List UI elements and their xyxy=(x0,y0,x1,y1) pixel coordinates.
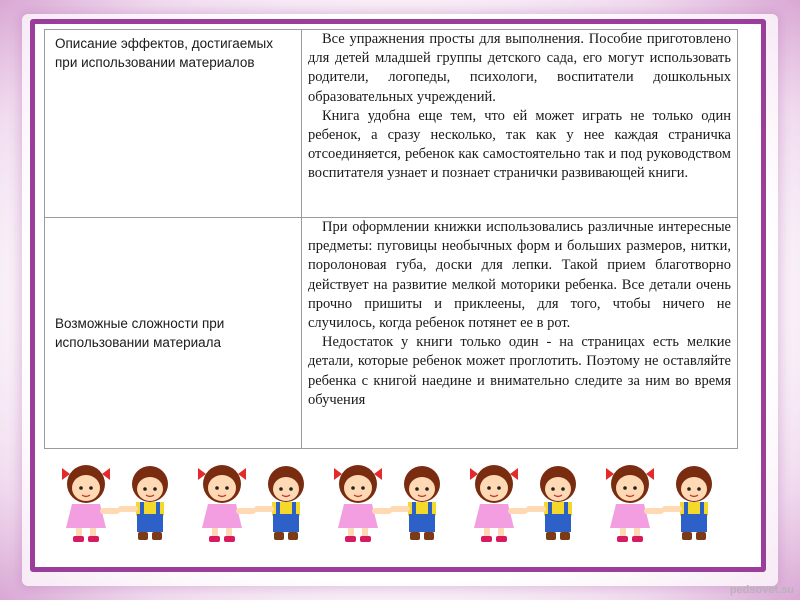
paragraph: При оформлении книжки использовались различные интересные предметы: пуговицы необычных форм и больших размеров, нитки, поролоновая губа, доски для лепки. Такой прием благотворно действует на развитие мелкой моторики ребенка. Все детали очень прочно пришиты и приклеены, для того, чтобы ничего не случилось, когда ребенок потянет ее в рот. xyxy=(308,219,731,332)
paragraph: Книга удобна еще тем, что ей может играть не только один ребенок, а сразу несколько, так как у нее каждая страничка отсоединяется, ребенок как самостоятельно так и под руководством воспитателя узнает и познает странички развивающей книги. xyxy=(308,107,731,182)
kid-pair xyxy=(198,465,304,542)
kid-pair xyxy=(62,465,168,542)
boy-figure xyxy=(662,466,712,540)
kid-pair xyxy=(334,465,440,542)
row-content xyxy=(302,218,738,449)
girl-figure xyxy=(62,465,120,542)
table-row xyxy=(45,218,738,449)
girl-figure xyxy=(198,465,256,542)
row-label: Описание эффектов, достигаемых при использовании материалов xyxy=(45,30,302,218)
paragraph: Все упражнения просты для выполнения. Пособие приготовлено для детей младшей группы детского сада, его могут использовать родители, логопеды, психологи, воспитатели дошкольных образовательных учреждений. xyxy=(308,31,731,105)
girl-figure xyxy=(470,465,528,542)
content-table xyxy=(44,29,738,449)
content-table-wrapper xyxy=(44,29,738,437)
girl-figure xyxy=(334,465,392,542)
boy-figure xyxy=(254,466,304,540)
boy-figure xyxy=(390,466,440,540)
watermark: pedsovet.su xyxy=(729,584,794,596)
boy-figure xyxy=(118,466,168,540)
kid-pair xyxy=(606,465,712,542)
paragraph: Недостаток у книги только один - на страницах есть мелкие детали, которые ребенок может проглотить. Поэтому не оставляйте ребенка с книгой наедине и внимательно следите за ним во время обучения xyxy=(308,334,731,408)
girl-figure xyxy=(606,465,664,542)
kid-pair xyxy=(470,465,576,542)
row-content xyxy=(302,30,738,218)
row-label: Возможные сложности при использовании материала xyxy=(45,218,302,449)
table-row xyxy=(45,30,738,218)
boy-figure xyxy=(526,466,576,540)
children-border-decoration xyxy=(58,460,738,550)
